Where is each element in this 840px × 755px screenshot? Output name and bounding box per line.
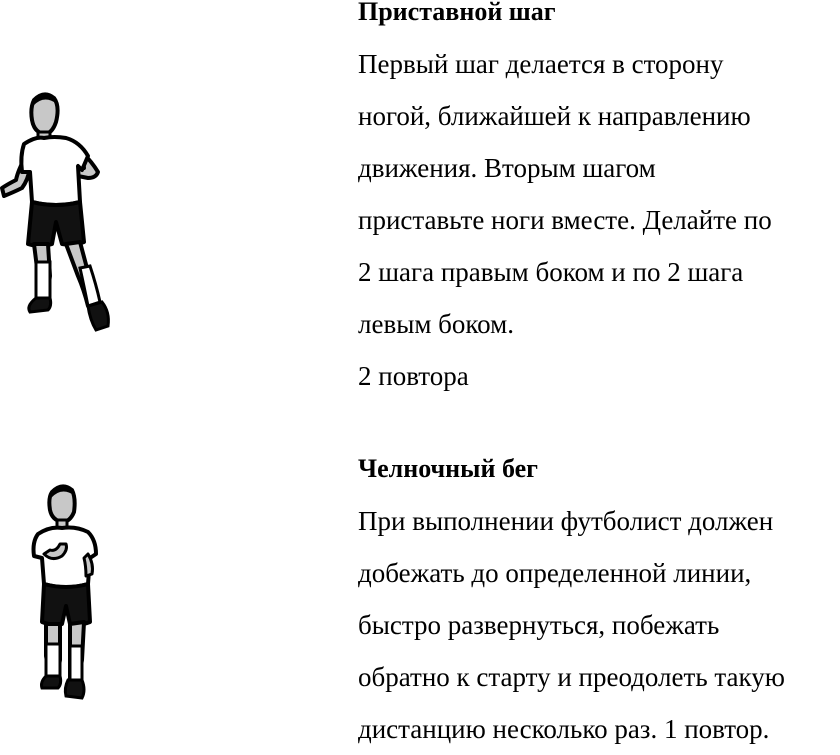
description-line: левым боком. bbox=[358, 309, 514, 339]
exercise-title: Приставной шаг bbox=[358, 0, 556, 26]
exercise-shuttle-run bbox=[358, 443, 840, 755]
description-line: обратно к старту и преодолеть такую bbox=[358, 662, 785, 692]
repeat-count: 2 повтора bbox=[358, 361, 469, 391]
description-line: дистанцию несколько раз. 1 повтор. bbox=[358, 714, 770, 744]
description-line: 2 шага правым боком и по 2 шага bbox=[358, 257, 744, 287]
shuttle-run-player-icon bbox=[28, 484, 104, 702]
description-line: При выполнении футболист должен bbox=[358, 506, 774, 536]
description-line: ногой, ближайшей к направлению bbox=[358, 101, 751, 131]
description-line: Первый шаг делается в сторону bbox=[358, 49, 724, 79]
description-line: добежать до определенной линии, bbox=[358, 558, 752, 588]
description-line: приставьте ноги вместе. Делайте по bbox=[358, 205, 772, 235]
shuttle-run-player-illustration bbox=[28, 484, 104, 702]
exercise-side-step bbox=[358, 0, 840, 402]
description-line: движения. Вторым шагом bbox=[358, 153, 656, 183]
side-step-player-icon bbox=[0, 92, 118, 336]
description-line: быстро развернуться, побежать bbox=[358, 610, 720, 640]
side-step-player-illustration bbox=[0, 92, 118, 336]
exercise-title: Челночный бег bbox=[358, 454, 538, 483]
